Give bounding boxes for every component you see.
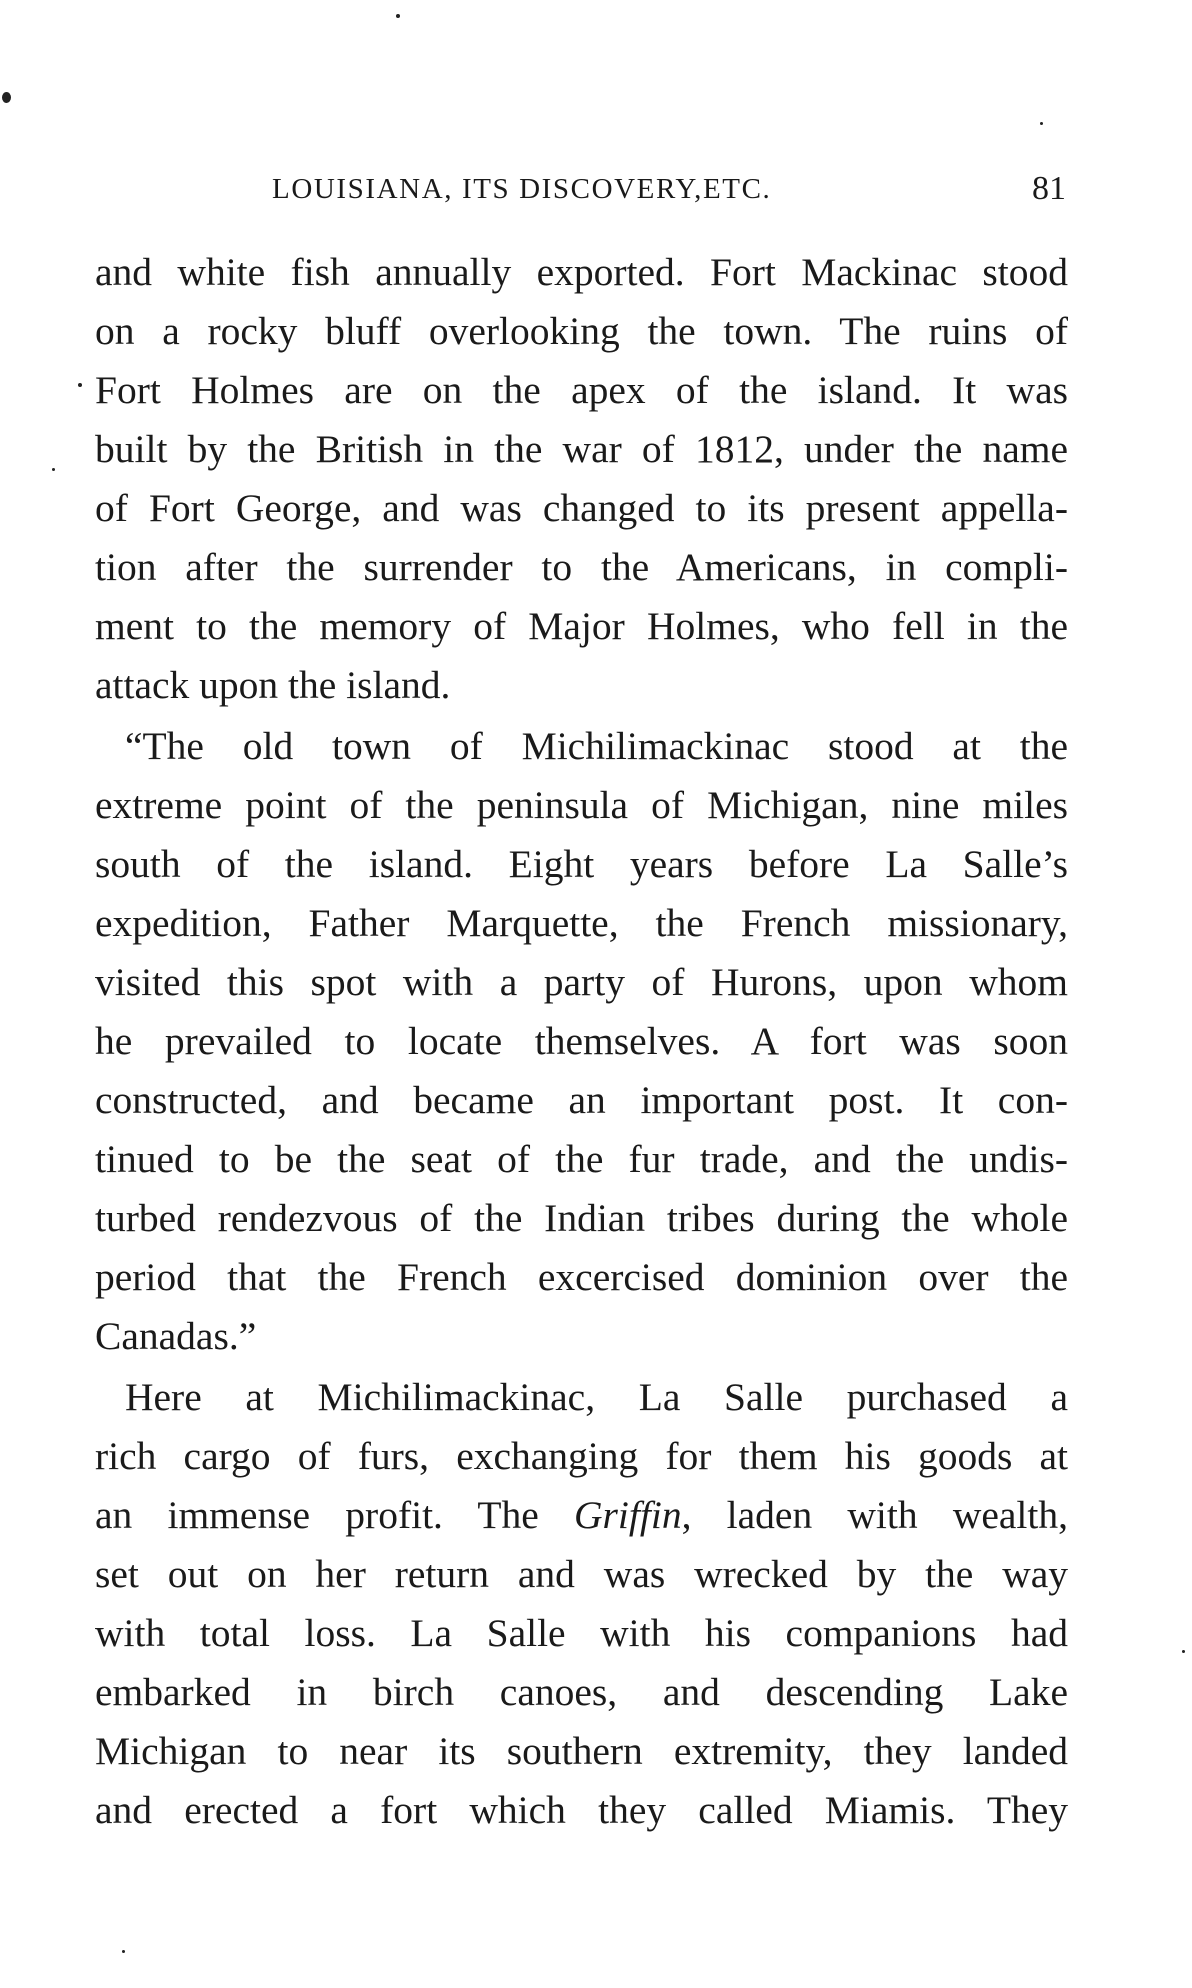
scan-speck xyxy=(78,383,82,387)
page-header xyxy=(96,166,1066,212)
text-line: rich cargo of furs, exchanging for them his goods at xyxy=(95,1434,1068,1478)
page-number: 81 xyxy=(1032,170,1066,207)
text-line: “The old town of Michilimackinac stood at the xyxy=(125,724,1068,768)
text-line: Michigan to near its southern extremity, they landed xyxy=(95,1729,1068,1773)
scan-speck xyxy=(2,92,11,103)
text-line: ment to the memory of Major Holmes, who fell in the xyxy=(95,604,1068,648)
text-line: expedition, Father Marquette, the French missionary, xyxy=(95,901,1068,945)
body-text xyxy=(95,243,1068,1840)
running-head: LOUISIANA, ITS DISCOVERY,ETC. xyxy=(272,173,772,205)
text-line xyxy=(95,1486,1068,1545)
scan-speck xyxy=(1182,1650,1185,1653)
text-line: period that the French excercised dominion over the xyxy=(95,1255,1068,1299)
text-line: he prevailed to locate themselves. A fort was soon xyxy=(95,1019,1068,1063)
scan-speck xyxy=(396,14,400,18)
text-span: , laden with wealth, xyxy=(681,1493,1068,1537)
text-line: attack upon the island. xyxy=(95,663,451,707)
ship-name: Griffin xyxy=(574,1493,682,1537)
text-line: Canadas.” xyxy=(95,1314,257,1358)
text-line: Fort Holmes are on the apex of the island. It was xyxy=(95,368,1068,412)
text-line: tinued to be the seat of the fur trade, and the undis- xyxy=(95,1137,1068,1181)
text-line: Here at Michilimackinac, La Salle purchased a xyxy=(125,1375,1068,1419)
text-line: set out on her return and was wrecked by the way xyxy=(95,1552,1068,1596)
scan-speck xyxy=(1040,122,1043,125)
text-line: and white fish annually exported. Fort Mackinac stood xyxy=(95,250,1068,294)
text-line: built by the British in the war of 1812, under the name xyxy=(95,427,1068,471)
text-line: constructed, and became an important post. It con- xyxy=(95,1078,1068,1122)
text-line: with total loss. La Salle with his companions had xyxy=(95,1611,1068,1655)
text-line: visited this spot with a party of Hurons, upon whom xyxy=(95,960,1068,1004)
text-span: an immense profit. The xyxy=(95,1493,575,1537)
text-line: embarked in birch canoes, and descending Lake xyxy=(95,1670,1068,1714)
text-line: tion after the surrender to the Americans, in compli- xyxy=(95,545,1068,589)
text-line: extreme point of the peninsula of Michigan, nine miles xyxy=(95,783,1068,827)
text-line: of Fort George, and was changed to its present appella- xyxy=(95,486,1068,530)
scan-speck xyxy=(122,1950,125,1953)
text-line: and erected a fort which they called Miamis. They xyxy=(95,1788,1068,1832)
text-line: on a rocky bluff overlooking the town. The ruins of xyxy=(95,309,1068,353)
scan-speck xyxy=(52,468,55,471)
text-line: turbed rendezvous of the Indian tribes during the whole xyxy=(95,1196,1068,1240)
text-line: south of the island. Eight years before La Salle’s xyxy=(95,842,1068,886)
